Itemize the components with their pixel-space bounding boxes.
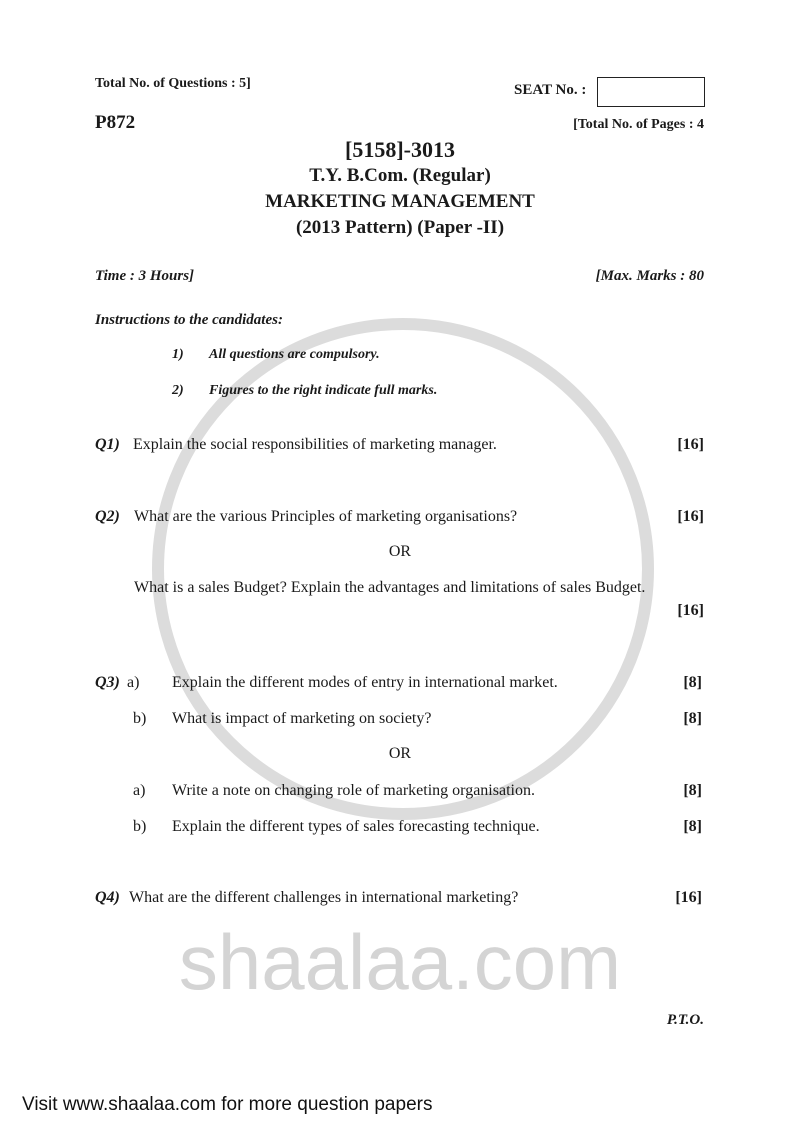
seat-number-box bbox=[597, 77, 705, 107]
question-label: Q1) bbox=[95, 436, 120, 453]
exam-code: [5158]-3013 bbox=[345, 137, 455, 162]
or-separator: OR bbox=[388, 543, 412, 560]
instruction-num: 1) bbox=[172, 347, 184, 362]
or-separator: OR bbox=[388, 745, 412, 762]
watermark-text: shaalaa.com bbox=[178, 918, 622, 1006]
part-num: a) bbox=[133, 782, 146, 799]
part-text: Explain the different modes of entry in international market. bbox=[172, 674, 558, 691]
part-marks: [8] bbox=[683, 782, 702, 799]
part-marks: [8] bbox=[683, 818, 702, 835]
max-marks: [Max. Marks : 80 bbox=[595, 268, 704, 284]
footer-link-text[interactable]: Visit www.shaalaa.com for more question papers bbox=[22, 1094, 433, 1115]
question-label: Q4) bbox=[95, 889, 120, 906]
question-text: Explain the social responsibilities of marketing manager. bbox=[133, 436, 497, 453]
subject-title: MARKETING MANAGEMENT bbox=[265, 191, 535, 212]
part-text: Explain the different types of sales forecasting technique. bbox=[172, 818, 540, 835]
question-text: What are the different challenges in international marketing? bbox=[129, 889, 519, 906]
question-marks: [16] bbox=[675, 889, 702, 906]
question-text: What are the various Principles of marketing organisations? bbox=[134, 508, 518, 525]
part-text: Write a note on changing role of marketing organisation. bbox=[172, 782, 535, 799]
instruction-text: Figures to the right indicate full marks. bbox=[209, 383, 438, 398]
part-num: b) bbox=[133, 818, 147, 835]
part-num: a) bbox=[127, 674, 140, 691]
pattern-title: (2013 Pattern) (Paper -II) bbox=[295, 217, 505, 238]
part-num: b) bbox=[133, 710, 147, 727]
question-marks: [16] bbox=[677, 436, 704, 453]
total-pages: [Total No. of Pages : 4 bbox=[573, 117, 704, 132]
part-marks: [8] bbox=[683, 674, 702, 691]
question-label: Q2) bbox=[95, 508, 120, 525]
seat-label: SEAT No. : bbox=[514, 82, 587, 98]
part-text: What is impact of marketing on society? bbox=[172, 710, 432, 727]
instruction-num: 2) bbox=[172, 383, 184, 398]
time-label: Time : 3 Hours] bbox=[95, 268, 195, 284]
paper-code: P872 bbox=[95, 112, 136, 133]
course-title: T.Y. B.Com. (Regular) bbox=[309, 165, 491, 186]
question-marks: [16] bbox=[677, 602, 704, 619]
total-questions: Total No. of Questions : 5] bbox=[95, 76, 251, 91]
instruction-text: All questions are compulsory. bbox=[209, 347, 380, 362]
instructions-title: Instructions to the candidates: bbox=[95, 312, 283, 328]
pto-label: P.T.O. bbox=[666, 1012, 704, 1028]
question-marks: [16] bbox=[677, 508, 704, 525]
question-label: Q3) bbox=[95, 674, 120, 691]
part-marks: [8] bbox=[683, 710, 702, 727]
question-text: What is a sales Budget? Explain the advantages and limitations of sales Budget. bbox=[134, 579, 646, 596]
